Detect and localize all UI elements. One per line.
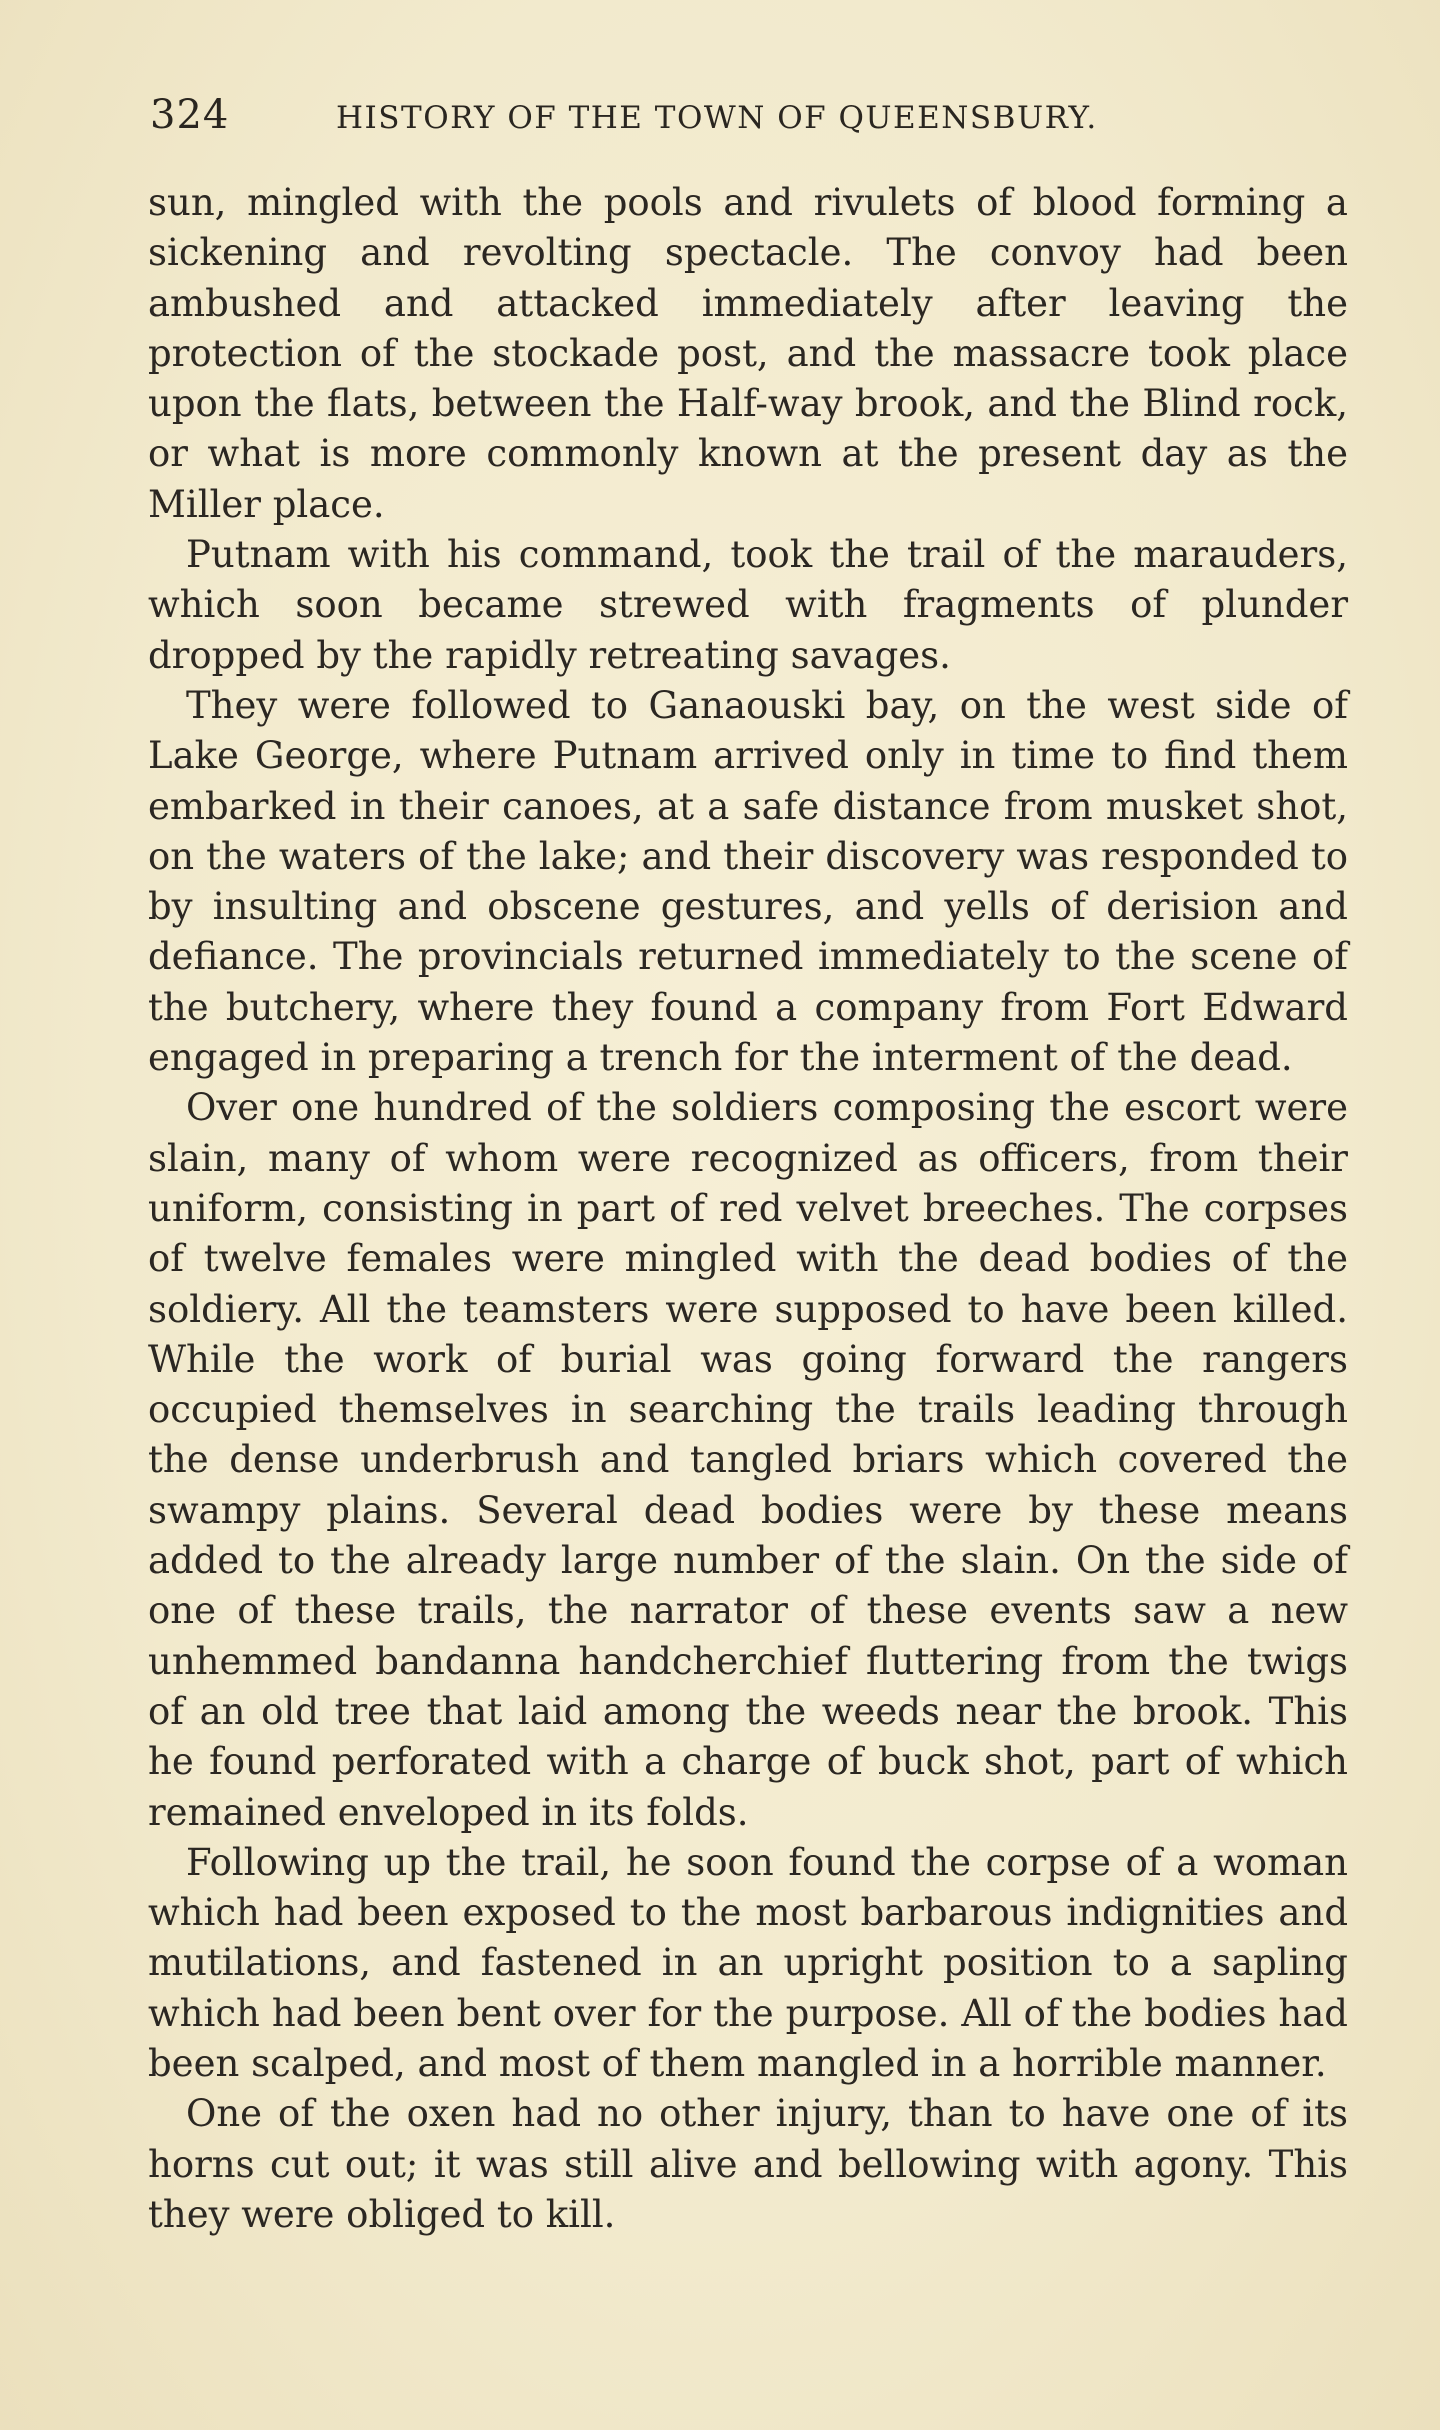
running-title: HISTORY OF THE TOWN OF QUEENSBURY. <box>336 100 1098 136</box>
page-header <box>150 92 1350 152</box>
body-text <box>148 178 1348 2240</box>
paragraph: One of the oxen had no other injury, than to have one of its horns cut out; it was still alive and bellowing with agony. This they were obliged to kill. <box>148 2092 1348 2236</box>
page-number: 324 <box>150 92 230 138</box>
paragraph: Putnam with his command, took the trail of the marauders, which soon became strewed with fragments of plunder dropped by the rapidly retreating savages. <box>148 533 1348 677</box>
paragraph: sun, mingled with the pools and rivulets of blood forming a sickening and revolting spectacle. The convoy had been ambushed and attacked immediately after leaving the protection of the stockade post, and the massacre took place upon the flats, between the Half-way brook, and the Blind rock, or what is more commonly known at the present day as the Miller place. <box>148 181 1348 526</box>
paragraph: Over one hundred of the soldiers composing the escort were slain, many of whom were recognized as officers, from their uniform, consisting in part of red velvet breeches. The corpses of twelve females were mingled with the dead bodies of the soldiery. All the teamsters were supposed to have been killed. While the work of burial was going forward the rangers occupied themselves in searching the trails leading through the dense underbrush and tangled briars which covered the swampy plains. Several dead bodies were by these means added to the already large number of the slain. On the side of one of these trails, the narrator of these events saw a new unhemmed bandanna handcherchief fluttering from the twigs of an old tree that laid among the weeds near the brook. This he found perforated with a charge of buck shot, part of which remained enveloped in its folds. <box>148 1086 1348 1834</box>
paragraph: They were followed to Ganaouski bay, on the west side of Lake George, where Putnam arrived only in time to find them embarked in their canoes, at a safe distance from musket shot, on the waters of the lake; and their discovery was responded to by insulting and obscene gestures, and yells of derision and defiance. The provincials returned immediately to the scene of the butchery, where they found a company from Fort Edward engaged in preparing a trench for the interment of the dead. <box>148 683 1348 1080</box>
paragraph: Following up the trail, he soon found the corpse of a woman which had been exposed to the most barbarous indignities and mutilations, and fastened in an upright position to a sapling which had been bent over for the purpose. All of the bodies had been scalped, and most of them mangled in a horrible manner. <box>148 1840 1348 2085</box>
